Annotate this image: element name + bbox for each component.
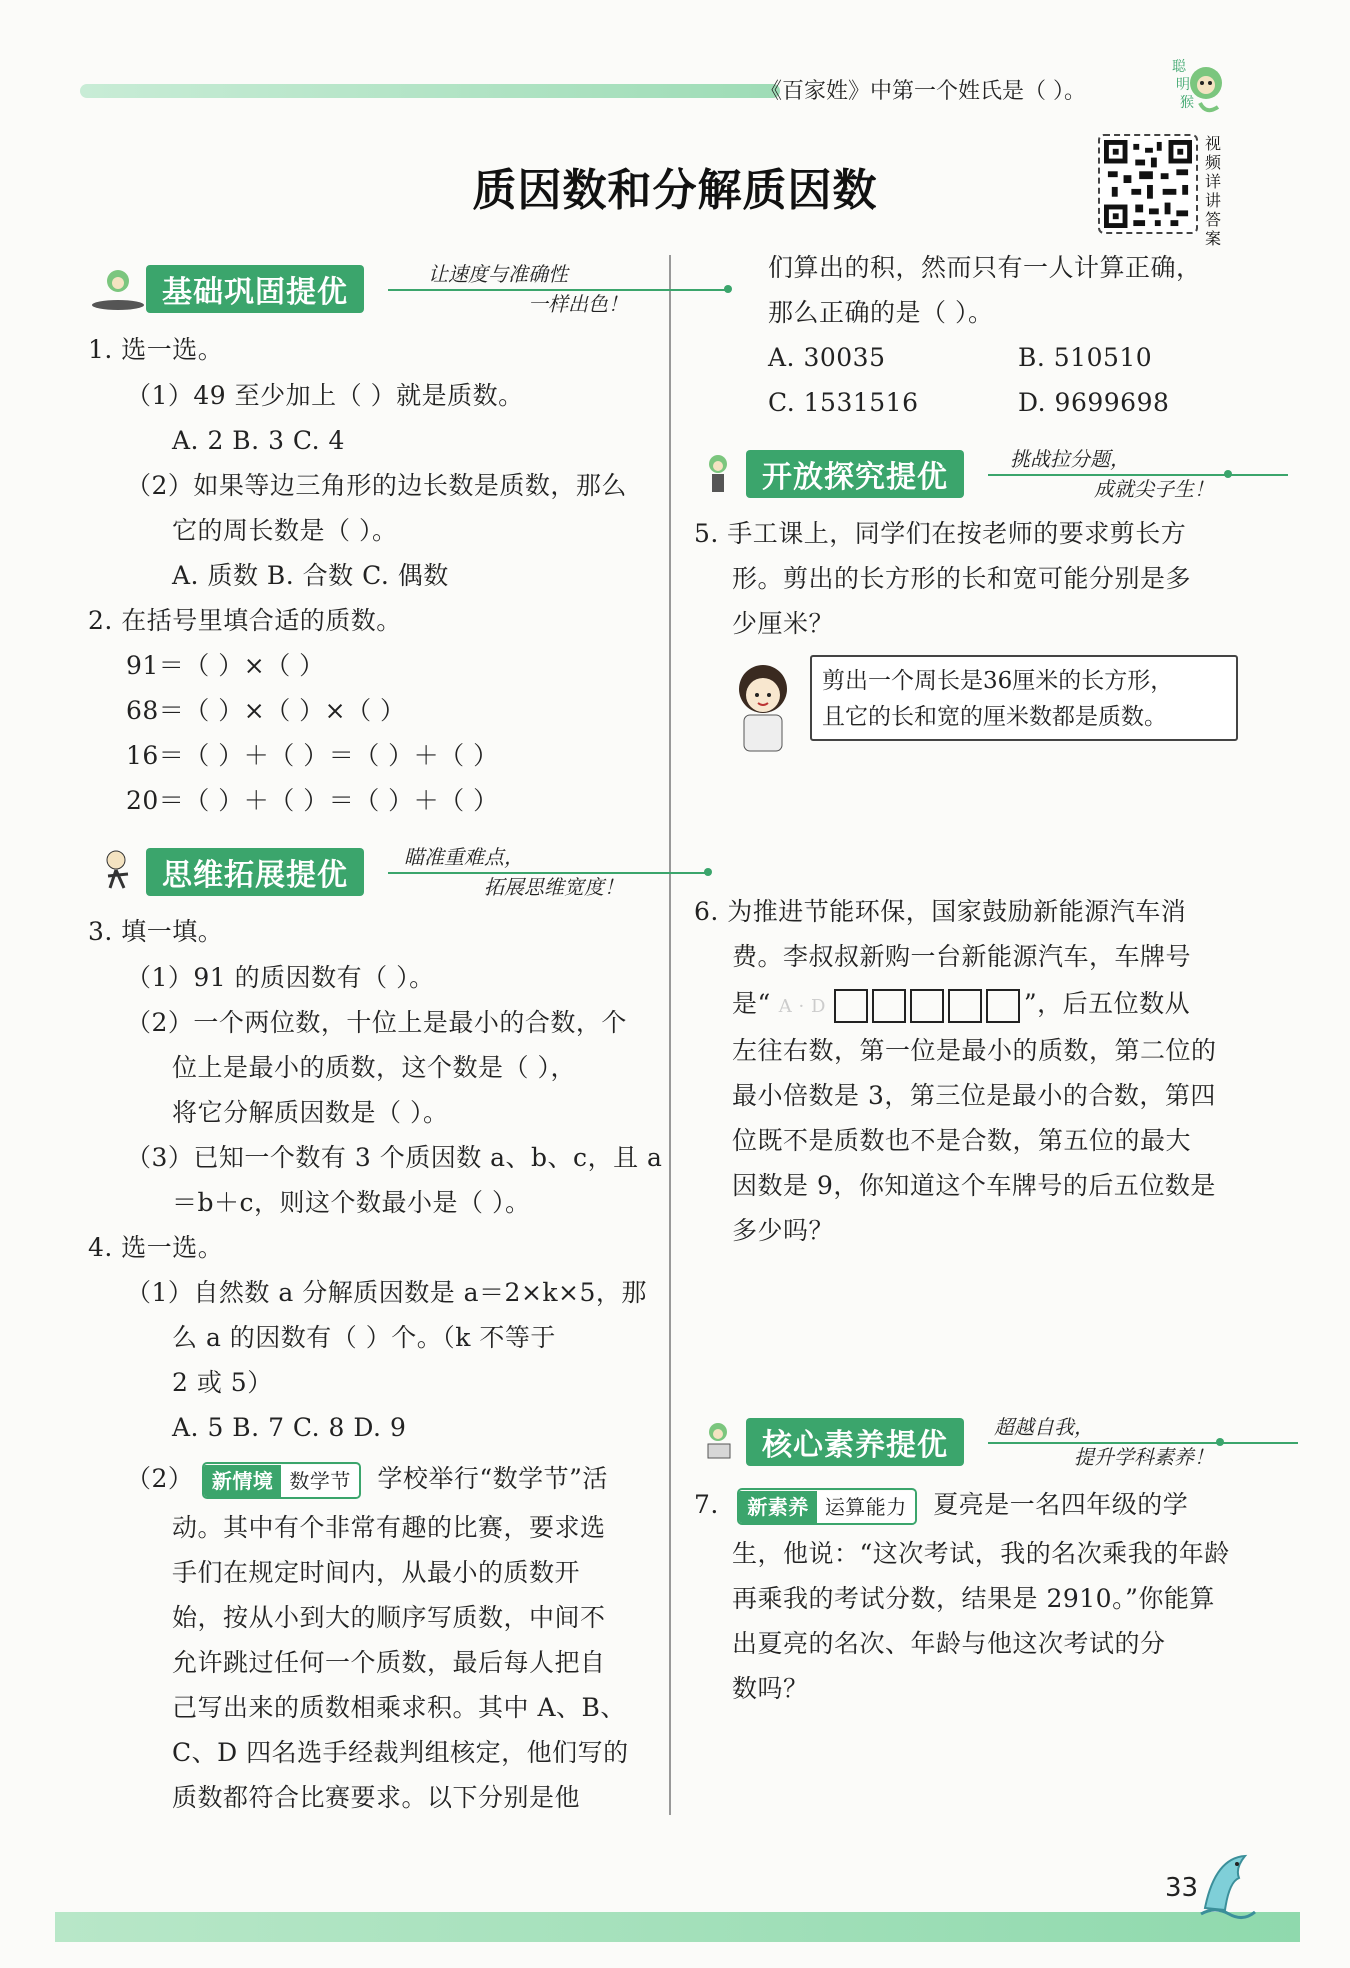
question-3-3-cont: ＝b＋c，则这个数最小是（ ）。	[172, 1188, 531, 1217]
monkey-mascot-icon	[1170, 55, 1230, 117]
question-4-2-cont-right: 那么正确的是（ ）。	[768, 298, 994, 327]
section-rule	[388, 289, 728, 291]
qr-code-icon[interactable]	[1098, 134, 1198, 234]
plate-digit-box[interactable]	[910, 989, 944, 1023]
question-1-1: （1）49 至少加上（ ）就是质数。	[126, 381, 524, 410]
new-literacy-tag: 新素养 运算能力	[737, 1488, 917, 1525]
plate-digit-box[interactable]	[986, 989, 1020, 1023]
running-kid-icon	[88, 848, 152, 896]
question-4-1: （1）自然数 a 分解质因数是 a＝2×k×5，那	[126, 1278, 647, 1307]
section-header-basic	[88, 262, 648, 316]
question-6-cont: 位既不是质数也不是合数，第五位的最大	[732, 1126, 1192, 1155]
question-4: 4. 选一选。	[88, 1233, 224, 1262]
question-4-1-options: A. 5 B. 7 C. 8 D. 9	[172, 1413, 407, 1442]
question-7: 7. 新素养 运算能力 夏亮是一名四年级的学	[694, 1488, 1188, 1525]
question-1-1-options: A. 2 B. 3 C. 4	[172, 426, 345, 455]
plate-digit-box[interactable]	[872, 989, 906, 1023]
svg-text:猴: 猴	[1180, 95, 1194, 111]
section-label: 核心素养提优	[746, 1418, 964, 1466]
section-rule-dot	[724, 285, 732, 293]
option-d: D. 9699698	[1018, 388, 1170, 417]
section-label: 开放探究提优	[746, 450, 964, 498]
section-label: 基础巩固提优	[146, 265, 364, 313]
question-6-cont: 多少吗？	[732, 1216, 835, 1245]
section-rule	[388, 872, 708, 874]
question-4-2-cont: 始，按从小到大的顺序写质数，中间不	[172, 1603, 606, 1632]
page-number: 33	[1165, 1873, 1199, 1903]
svg-text:明: 明	[1176, 77, 1190, 93]
question-1-2-options: A. 质数 B. 合数 C. 偶数	[172, 561, 449, 590]
license-plate-line: 是“ A · D ”，后五位数从	[732, 988, 1190, 1023]
section-rule-dot	[1216, 1438, 1224, 1446]
question-3-2-cont: 将它分解质因数是（ ）。	[172, 1098, 449, 1127]
question-3-2-cont: 位上是最小的质数，这个数是（ ），	[172, 1053, 576, 1082]
option-c: C. 1531516	[768, 388, 919, 417]
question-4-2-cont: 质数都符合比赛要求。以下分别是他	[172, 1783, 581, 1812]
speech-bubble: 剪出一个周长是36厘米的长方形， 且它的长和宽的厘米数都是质数。	[810, 655, 1238, 741]
column-divider	[669, 255, 671, 1815]
question-2-row: 16＝（ ）＋（ ）＝（ ）＋（ ）	[126, 741, 499, 770]
question-2-row: 20＝（ ）＋（ ）＝（ ）＋（ ）	[126, 786, 499, 815]
section-slogan: 让速度与准确性 一样出色！	[428, 262, 628, 316]
question-4-2: （2） 新情境 数学节 学校举行“数学节”活	[126, 1462, 608, 1499]
trivia-question: 《百家姓》中第一个姓氏是（ ）。	[760, 79, 1086, 104]
question-4-1-cont: 2 或 5）	[172, 1368, 273, 1397]
question-6-cont: 最小倍数是 3，第三位是最小的合数，第四	[732, 1081, 1216, 1110]
question-7-cont: 生，他说：“这次考试，我的名次乘我的年龄	[732, 1539, 1230, 1568]
section-rule-dot	[1224, 470, 1232, 478]
question-3: 3. 填一填。	[88, 917, 224, 946]
question-3-1: （1）91 的质因数有（ ）。	[126, 963, 435, 992]
option-b: B. 510510	[1018, 343, 1153, 372]
section-slogan: 瞄准重难点， 拓展思维宽度！	[404, 845, 624, 899]
section-rule	[988, 474, 1288, 476]
question-5-cont: 少厘米？	[732, 609, 835, 638]
qr-caption: 视频详讲答案	[1205, 134, 1222, 248]
plate-digit-box[interactable]	[948, 989, 982, 1023]
section-rule-dot	[704, 868, 712, 876]
question-4-2-cont-right: 们算出的积，然而只有一人计算正确，	[768, 253, 1202, 282]
question-4-2-cont: 手们在规定时间内，从最小的质数开	[172, 1558, 581, 1587]
section-label: 思维拓展提优	[146, 848, 364, 896]
option-a: A. 30035	[768, 343, 886, 372]
svg-text:聪: 聪	[1172, 59, 1186, 75]
plate-digit-box[interactable]	[834, 989, 868, 1023]
question-3-3: （3）已知一个数有 3 个质因数 a、b、c，且 a	[126, 1143, 663, 1172]
question-2-row: 68＝（ ）×（ ）×（ ）	[126, 696, 406, 725]
question-5: 5. 手工课上，同学们在按老师的要求剪长方	[694, 519, 1187, 548]
reading-kid-icon	[688, 1418, 752, 1466]
question-2-row: 91＝（ ）×（ ）	[126, 651, 325, 680]
section-header-core	[688, 1415, 1248, 1469]
question-1-2: （2）如果等边三角形的边长数是质数，那么	[126, 471, 627, 500]
plate-code: A · D	[778, 996, 826, 1017]
question-7-cont: 再乘我的考试分数，结果是 2910。”你能算	[732, 1584, 1215, 1613]
skateboard-kid-icon	[88, 265, 152, 313]
page-title: 质因数和分解质因数	[472, 165, 878, 216]
girl-illustration-icon	[718, 655, 808, 755]
question-4-2-cont: 允许跳过任何一个质数，最后每人把自	[172, 1648, 606, 1677]
section-header-thinking	[88, 845, 648, 899]
question-6-cont: 因数是 9，你知道这个车牌号的后五位数是	[732, 1171, 1216, 1200]
question-6-cont: 费。李叔叔新购一台新能源汽车，车牌号	[732, 942, 1192, 971]
section-slogan: 超越自我， 提升学科素养！	[994, 1415, 1214, 1469]
question-4-2-cont: 动。其中有个非常有趣的比赛，要求选	[172, 1513, 606, 1542]
footer-bar	[55, 1912, 1300, 1942]
dolphin-icon	[1195, 1848, 1261, 1922]
question-4-1-cont: 么 a 的因数有（ ）个。（k 不等于	[172, 1323, 556, 1352]
section-slogan: 挑战拉分题， 成就尖子生！	[1010, 447, 1214, 501]
question-4-2-cont: 己写出来的质数相乘求积。其中 A、B、	[172, 1693, 626, 1722]
question-3-2: （2）一个两位数，十位上是最小的合数，个	[126, 1008, 627, 1037]
question-1-2-cont: 它的周长数是（ ）。	[172, 516, 398, 545]
section-header-open	[688, 447, 1248, 501]
question-4-2-cont: C、D 四名选手经裁判组核定，他们写的	[172, 1738, 629, 1767]
question-7-cont: 出夏亮的名次、年龄与他这次考试的分	[732, 1629, 1166, 1658]
new-situation-tag: 新情境 数学节	[202, 1462, 361, 1499]
question-5-cont: 形。剪出的长方形的长和宽可能分别是多	[732, 564, 1192, 593]
question-6-cont: 左往右数，第一位是最小的质数，第二位的	[732, 1036, 1217, 1065]
question-1: 1. 选一选。	[88, 335, 224, 364]
header-bar	[80, 84, 780, 98]
section-rule	[988, 1442, 1298, 1444]
question-7-cont: 数吗？	[732, 1674, 809, 1703]
question-6: 6. 为推进节能环保，国家鼓励新能源汽车消	[694, 897, 1187, 926]
explorer-kid-icon	[688, 450, 752, 498]
question-2: 2. 在括号里填合适的质数。	[88, 606, 402, 635]
